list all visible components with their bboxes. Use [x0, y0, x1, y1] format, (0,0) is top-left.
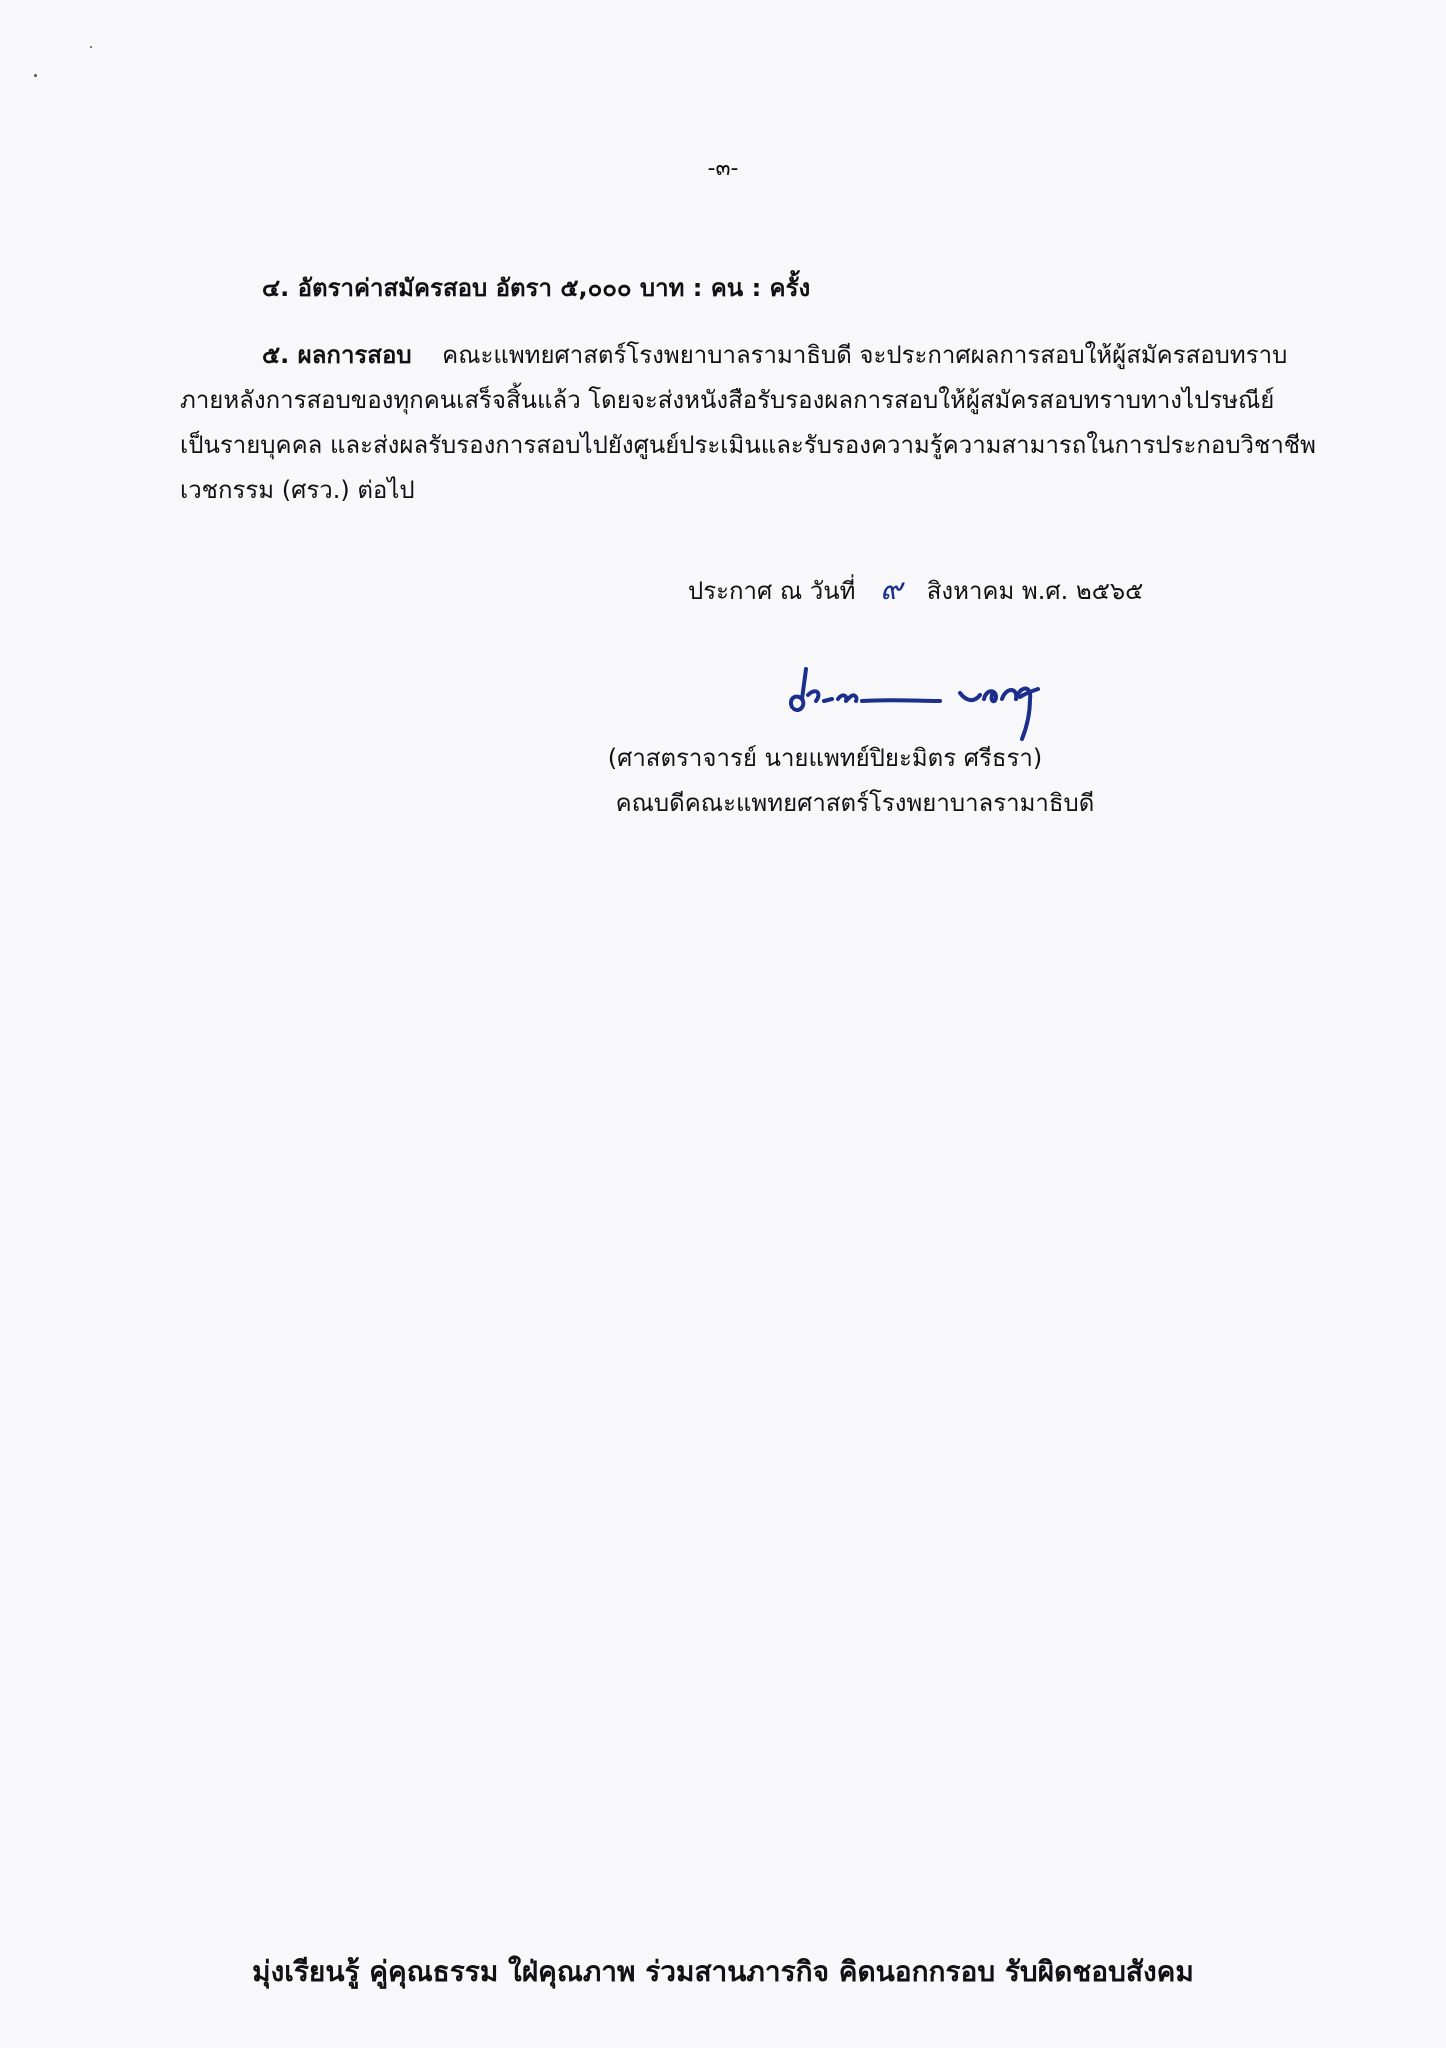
announcement-day: ๙	[880, 572, 903, 607]
announcement-prefix: ประกาศ ณ วันที่	[688, 577, 856, 605]
item-5-line-4: เวชกรรม (ศรว.) ต่อไป	[180, 476, 415, 504]
item-5-exam-results	[180, 333, 1340, 513]
item-5-first-line	[180, 333, 1340, 378]
signer-title: คณบดีคณะแพทยศาสตร์โรงพยาบาลรามาธิบดี	[615, 789, 1095, 817]
item-5-line-1: คณะแพทยศาสตร์โรงพยาบาลรามาธิบดี จะประกาศผลการสอบให้ผู้สมัครสอบทราบ	[442, 341, 1288, 369]
scan-speck	[90, 46, 92, 48]
handwritten-signature	[780, 655, 1080, 745]
signer-name: (ศาสตราจารย์ นายแพทย์ปิยะมิตร ศรีธรา)	[607, 744, 1043, 772]
page-number: -๓-	[707, 156, 739, 181]
item-5-heading: ๕. ผลการสอบ	[262, 341, 412, 369]
item-5-line-3: เป็นรายบุคคล และส่งผลรับรองการสอบไปยังศูนย์ประเมินและรับรองความรู้ความสามารถในการประกอบวิชาชีพ	[180, 431, 1316, 459]
scan-speck	[34, 74, 37, 77]
item-5-line-2: ภายหลังการสอบของทุกคนเสร็จสิ้นแล้ว โดยจะส่งหนังสือรับรองผลการสอบให้ผู้สมัครสอบทราบทางไปรษณีย์	[180, 386, 1275, 414]
announcement-month-year: สิงหาคม พ.ศ. ๒๕๖๕	[926, 577, 1144, 605]
announcement-date	[688, 566, 1143, 613]
footer-motto: มุ่งเรียนรู้ คู่คุณธรรม ใฝ่คุณภาพ ร่วมสานภารกิจ คิดนอกกรอบ รับผิดชอบสังคม	[252, 1955, 1194, 1988]
item-4-application-fee: ๔. อัตราค่าสมัครสอบ อัตรา ๕,๐๐๐ บาท : คน : ครั้ง	[262, 274, 811, 302]
